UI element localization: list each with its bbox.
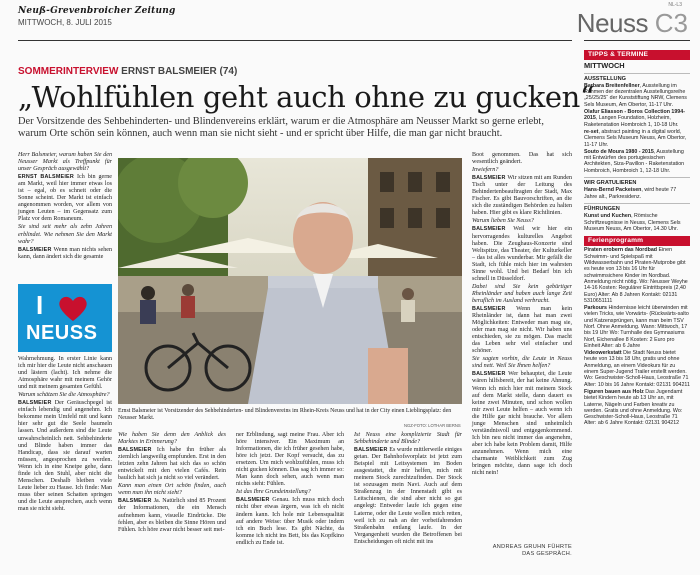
interview-question: Wie haben Sie denn den Anblick des Marktes in Erinnerung?	[118, 432, 226, 446]
text-column-4	[354, 432, 462, 547]
sidebar-entry-title: Hans-Bernd Packeisen	[584, 187, 642, 194]
sidebar-entry	[584, 187, 690, 200]
sidebar-entry-text: , Römische Schriftzeugnisse in Neuss, Clemens Sels Museum Neuss, Am Obertor, 14.30 Uhr.	[584, 213, 681, 232]
text-column-1-continued	[18, 356, 112, 514]
sidebar-entry-title: Kunst und Kuchen	[584, 213, 632, 220]
answer-text: Ich bin gerne am Markt, weil hier immer etwas los ist – egal, ob es schneit oder die Sonne scheint. Der Markt ist einfach angenommen worden, vor allem von jungen Leuten – im Gegensatz zum Platz vor dem Romaneum.	[18, 174, 112, 223]
top-rule	[18, 40, 572, 41]
sidebar-entry	[584, 350, 690, 388]
speaker-name: BALSMEIER	[354, 447, 390, 454]
sidebar-entry	[584, 149, 690, 174]
photo-caption: Ernst Balsmeier ist Vorsitzender des Sehbehinderten- und Blindenvereins im Rhein-Kreis Neuss und hat in der City einen Lieblingsplatz: den Neusser Markt.	[118, 408, 452, 421]
heart-icon	[58, 296, 88, 322]
photo-credit: NGZ-FOTO: LOTHAR BERNS	[404, 423, 461, 428]
interview-answer	[118, 498, 226, 533]
answer-text: Ja. Natürlich sind 85 Prozent der Informationen, die ein Mensch aufnehmen kann, visuelle Eindrücke. Die fehlen, aber es bleiben die Sinne Hören und Fühlen. Ich höre zwar nicht besser seit mei-	[118, 498, 226, 533]
answer-text: Weil wir hier ein hervorragendes kulturelles Angebot haben. Die Zeughaus-Konzerte sind Weltspitze, das Theater, der Kulturkeller – das ist alles wunderbar. Mir gefällt die Stadt, ich fühle mich hier im wahrsten Sinne wohl. Und bei Bedarf bin ich schnell in Düsseldorf.	[472, 226, 573, 282]
interview-answer	[472, 371, 572, 477]
interview-question: Ist Neuss eine komplizierte Stadt für Sehbehinderte und Blinde?	[354, 432, 462, 446]
answer-text: Der Geräuschpegel ist einfach lebendig und angenehm. Ich bekomme mein Umfeld mit und kann hier sehr gut die Seele baumeln lassen. Und außerdem sind die Leute unwahrscheinlich nett. Sehbehinderte und Blinde haben immer das Handicap, dass sie darauf warten müssen, angesprochen zu werden. Wenn ich in eine Kneipe gehe, dann finde ich den Stuhl, aber nicht die Menschen. Deshalb bleiben viele Leute lieber zu Hause. Ich finde: Man muss über seinen Schatten springen und die Leute ansprechen, auch wenn man sie nicht sieht.	[18, 400, 112, 512]
paper-name: Neuß-Grevenbroicher Zeitung	[18, 6, 176, 16]
sidebar-entry-text: Einen Schwimm- und Spielspaß mit Wildwasserbahn und Piraten-Mutprobe gibt es heute von 13 bis 16 Uhr für schwimmsichere Kinder im Nordbad. Anmeldung nicht nötig. Wo: Neusser Weyhe 14-16 Kosten: Regulärer Eintrittspreis (2,40 Euro) Alter: Ab 8 Jahren Kontakt: 02131 5310651111	[584, 247, 688, 304]
interview-answer	[472, 306, 572, 355]
i-love-neuss-graphic	[18, 284, 112, 352]
sidebar-entry-title: Barbara Breitenfellner	[584, 82, 640, 89]
answer-text: Wir sitzen mit am Runden Tisch unter der Leitung des Behindertenbeauftragten der Stadt, Max Fischer. Es gibt Bauvorschriften, an die sich die zuständigen Behörden zu halten haben. Hier gibt es klare Richtlinien.	[472, 175, 572, 217]
interview-answer	[236, 432, 344, 488]
speaker-name: BALSMEIER	[236, 497, 273, 504]
interview-answer	[118, 447, 226, 482]
sidebar-entry	[584, 83, 690, 108]
sidebar-entry	[584, 109, 690, 128]
interview-question: Warum lieben Sie Neuss?	[472, 218, 534, 225]
answer-text: ner Erblindung, sagt meine Frau. Aber ich höre intensiver. Ein Maximum an Informationen, die ich früher gesehen habe, höre ich jetzt. Der Kopf versucht, das zu ersetzen. Um mich wohlzufühlen, muss ich nicht gucken können. Das sag ich immer so: Man kann doch sehen, auch wenn man nichts sieht: Fühlen.	[236, 432, 344, 488]
speaker-name: BALSMEIER	[118, 447, 157, 454]
sidebar-entry-text: , wird heute 77 Jahre alt., Parkresidenz.	[584, 187, 677, 200]
interview-question: Kann man einen Ort schön finden, auch wenn man ihn nicht sieht?	[118, 483, 226, 497]
interview-question: Warum schätzen Sie die Atmosphäre?	[18, 392, 110, 399]
answer-text: Genau. Ich muss mich doch nicht über etwas ärgern, was ich eh nicht ändern kann. Ich hole mir Lebensqualität auf andere Weise: über Musik oder indem ich ein Buch lese. Es gibt Nächte, da komme ich nicht ins Bett, bis das Kopfkino endlich zu Ende ist.	[236, 497, 344, 546]
sidebar-day: MITTWOCH	[584, 61, 625, 71]
sidebar-entry-text: Das Jugendamt bietet Kindern heute ab 13 Uhr an, mit Laterne, Nägeln und Farben kreativ zu werden. Gratis und ohne Anmeldung. Wo: Geschwister-Scholl-Haus, Leostraße 71 Alter: ab 6 Jahre Kontakt: 02131 904212	[584, 388, 683, 427]
answer-text: Wer behauptet, die Leute wären hilfsbereit, der hat keine Ahnung. Wenn ich mich hier mit meinem Stock auf dem Markt stelle, dann dauert es keine zwei Minuten, und schon wollen mir zwei Leute helfen – auch wenn ich die Hilfe gar nicht brauche. Vor allem junge Menschen sind unheimlich verständnisvoll und entgegenkommend. Ich bin neu nicht immer das angenehm, aber ich habe kein Problem damit, Hilfe anzunehmen. Wenn mich eine charmante Weiblichkeit zum Zug bringen möchte, dann sage ich doch nicht nein!	[472, 371, 572, 477]
lead-paragraph: Der Vorsitzende des Sehbehinderten- und Blindenvereins erklärt, warum er die Atmosphäre am Neusser Markt so gerne erlebt, warum Orte schön sein können, auch wenn man sie nicht sieht - und er spricht über Hilfe, die man gar nicht braucht.	[18, 116, 544, 140]
kicker-label: SOMMERINTERVIEW	[18, 66, 119, 77]
speaker-name: BALSMEIER	[472, 175, 508, 182]
interview-answer	[18, 174, 112, 223]
sidebar-entry-title: Olafur Eliasson - Boros Collection 1994-2015	[584, 109, 685, 122]
section-code: C3	[654, 8, 688, 38]
answer-text: Ich habe ihn früher als ziemlich langweilig empfunden. Erst in den letzten zehn Jahren hat sich das so schön entwickelt mit den vielen Cafés. Rein baulich hat sich ja nicht so viel verändert.	[118, 447, 227, 482]
interview-question: Herr Balsmeier, warum haben Sie den Neusser Markt als Treffpunkt für unser Gespräch ausgewählt?	[18, 152, 112, 173]
sidebar-entry-text: Hindernisse leicht überwinden mit vielen Tricks, wie Vorwärts- (Rückwärts-salto und Katzensprüngen, kann man beim TSV Norf. Ohne Anmeldung. Wann: Mittwoch, 17 bis 19 Uhr Wo: Turnhalle des Gymnasiums Norf, Eichenallee 8 Kosten: 2 Euro pro Einheit Alter: ab 6 Jahre	[584, 305, 689, 349]
sidebar-category-ausstellung: AUSSTELLUNG	[584, 73, 690, 82]
sidebar-entry-text: , Langen Foundation, Holzheim, Raketenstation Hombroich 1, 10-18 Uhr.	[584, 115, 679, 128]
photo-market-scene	[118, 158, 462, 404]
sidebar-entry-title: Figuren bauen aus Holz	[584, 388, 644, 395]
sidebar-entry-text: Die Stadt Neuss bietet heute von 13 bis 18 Uhr, gratis und ohne Anmeldung, an einem Videokurs für zu einem Super-Jugend Trailer erstellt werden. Wo: Geschwister-Scholl-Haus, Leostraße 71 Alter: 10 bis 16 Jahre Kontakt: 02131 904211	[584, 350, 690, 388]
sidebar-entry-title: Parkours	[584, 305, 607, 312]
answer-text: Wenn man kein Rheinländer ist, dann hat man zwei Möglichkeiten: Entweder man mag sie, oder man mag sie nicht. Wir haben uns entschieden, sie zu mögen. Das macht das Leben sehr viel einfacher und schöner.	[472, 305, 573, 355]
sidebar-list-gratulation	[584, 187, 690, 200]
interview-answer	[472, 175, 572, 217]
masthead	[8, 4, 692, 38]
interview-answer	[472, 152, 572, 166]
top-rule-sidebar	[584, 40, 690, 41]
section-city: Neuss	[576, 8, 648, 38]
interview-question: Ist das Ihre Grundeinstellung?	[236, 489, 311, 496]
sidebar-list-ausstellung	[584, 83, 690, 174]
speaker-name: BALSMEIER	[18, 400, 55, 407]
interview-question: Sie sagten vorhin, die Leute in Neuss sind nett. Weil Sie Ihnen helfen?	[472, 356, 572, 370]
interview-answer	[18, 400, 112, 513]
sidebar-heading-ferienprogramm: Ferienprogramm	[584, 236, 690, 246]
sidebar-entry	[584, 247, 690, 304]
sidebar-category-fuehrungen: FÜHRUNGEN	[584, 203, 690, 212]
interview-answer	[236, 497, 344, 546]
answer-text: Wenn man nichts sehen kann, dann ändert sich die gesamte	[18, 246, 112, 260]
sidebar-entry	[584, 305, 690, 349]
graphic-letter-i: I	[36, 290, 44, 320]
speaker-name: BALSMEIER	[472, 226, 514, 233]
interview-answer	[18, 356, 112, 391]
issue-date: MITTWOCH, 8. JULI 2015	[18, 18, 112, 27]
article-photo	[118, 158, 462, 404]
answer-text: Boot genommen. Das hat sich wesentlich geändert.	[472, 152, 572, 166]
sidebar-entry	[584, 389, 690, 427]
speaker-name: ERNST BALSMEIER	[18, 174, 78, 181]
text-column-5	[472, 152, 572, 478]
sidebar-category-gratulation: WIR GRATULIEREN	[584, 177, 690, 186]
speaker-name: BALSMEIER	[18, 246, 54, 253]
headline: „Wohlfühlen geht auch ohne zu gucken“	[18, 80, 595, 114]
speaker-name: BALSMEIER	[118, 498, 154, 505]
sidebar-entry-text: , Ausstellung im Rahmen der dezentralen Ausstellungsreihe „25/25/25“ der Kunststiftung NRW, Clemens Sels Museum, Am Obertor, 11-17 Uhr.	[584, 82, 687, 108]
page-number: NL-L3	[668, 2, 682, 8]
sidebar-entry-title: Souto de Moura 1980 - 2015	[584, 148, 654, 155]
interview-question: Dabei sind Sie kein gebürtiger Rheinländer und haben auch lange Zeit beruflich im Ausland verbracht.	[472, 283, 572, 304]
sidebar-entry-text: , Ausstellung mit Entwürfen des portugiesischen Architekten, Siza-Pavillon - Raketenstation Hombroich, Hombroich 1, 12-18 Uhr.	[584, 148, 685, 174]
answer-text: Wahrnehmung. In erster Linie kann ich mir hier die Leute nicht anschauen und lästern (lacht). Ich nehme die Atmosphäre wahr mit meinem Gehör und mit meinem gesamten Gefühl.	[18, 356, 112, 391]
sidebar-entry-title: Videowerkstatt	[584, 350, 622, 357]
answer-text: Es wurde mittlerweile einiges getan. Der Bahnhofsvorplatz ist jetzt zum Beispiel mit Leitsystemen im Boden ausgestattet, die mir helfen, mich mit meinem Stock zurechtzufinden. Der Stock ist sozusagen mein Navi. Auch auf dem Straßenzug in der Innenstadt gibt es Leitschienen, die sind aber nicht so gut angelegt: Entweder laufe ich gegen eine Laterne, oder die Leute wollen mich retten, weil ich zu nah an der vorbeifahrenden Straßenbahn entlang laufe. In der Vergangenheit wurden die Betroffenen bei Entscheidungen oft nicht mit ins	[354, 447, 462, 545]
graphic-word-neuss: NEUSS	[26, 322, 98, 344]
interview-answer	[472, 226, 572, 282]
sidebar-tips	[584, 48, 690, 428]
author-signature: ANDREAS GRUHN FÜHRTE DAS GESPRÄCH.	[492, 544, 572, 557]
interview-question: Sie sind seit mehr als zehn Jahren erblindet. Wie nehmen Sie den Markt wahr?	[18, 224, 112, 245]
sidebar-entry	[584, 129, 690, 148]
sidebar-list-fuehrungen	[584, 213, 690, 232]
sidebar-list-ferienprogramm	[584, 247, 690, 426]
sidebar-entry	[584, 213, 690, 232]
text-column-2	[118, 432, 226, 535]
interview-answer	[18, 247, 112, 261]
text-column-1	[18, 152, 112, 262]
speaker-name: BALSMEIER	[472, 305, 517, 312]
sidebar-heading-tipps: TIPPS & TERMINE	[584, 50, 690, 60]
speaker-name: BALSMEIER	[472, 371, 509, 378]
sidebar-entry-title: Piraten erobern das Nordbad	[584, 247, 657, 254]
interview-question: Inwiefern?	[472, 167, 499, 174]
kicker-name: ERNST BALSMEIER (74)	[121, 66, 238, 77]
interview-answer	[354, 447, 462, 546]
sidebar-entry-title: re-set	[584, 128, 599, 135]
text-column-3	[236, 432, 344, 548]
sidebar-entry-text: , abstract painting in a digital world, Clemens Sels Museum Neuss, Am Obertor, 11-17 Uhr.	[584, 128, 687, 148]
kicker	[18, 66, 237, 77]
